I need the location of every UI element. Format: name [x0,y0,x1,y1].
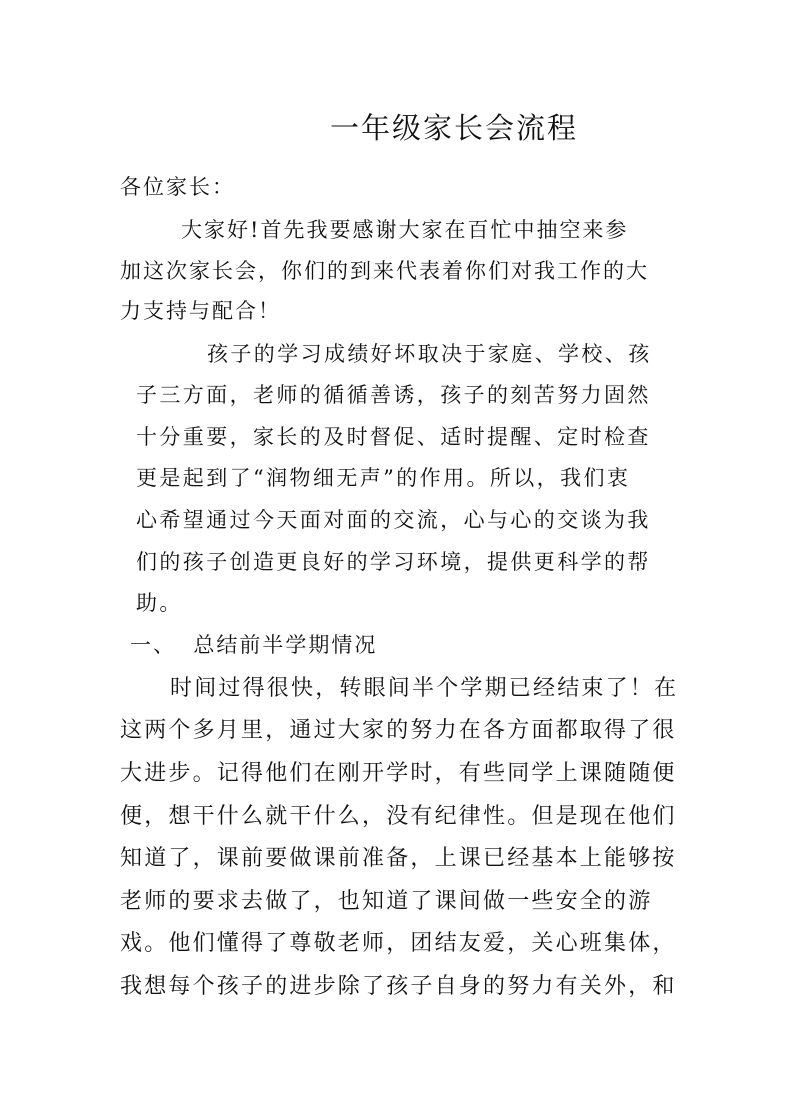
para2-line: 们的孩子创造更良好的学习环境，提供更科学的帮 [136,550,651,574]
intro-line: 力支持与配合！ [120,299,281,323]
para2-line: 孩子的学习成绩好坏取决于家庭、学校、孩 [207,342,652,366]
intro-line: 加这次家长会，你们的到来代表着你们对我工作的大 [120,259,649,283]
para2-line: 心希望通过今天面对面的交流，心与心的交谈为我 [136,508,651,532]
section1-line: 时间过得很快，转眼间半个学期已经结束了！在 [170,676,679,701]
para2-line: 十分重要，家长的及时督促、适时提醒、定时检查 [136,425,651,449]
section1-line: 戏。他们懂得了尊敬老师，团结友爱，关心班集体， [120,931,677,956]
section1-line: 老师的要求去做了，也知道了课间做一些安全的游 [120,889,653,914]
section-heading: 一、 总结前半学期情况 [130,633,378,657]
section1-line: 这两个多月里，通过大家的努力在各方面都取得了很 [120,718,677,743]
para2-line: 助。 [136,591,183,615]
section1-line: 便，想干什么就干什么，没有纪律性。但是现在他们 [120,804,677,829]
para2-line: 子三方面，老师的循循善诱，孩子的刻苦努力固然 [136,383,651,407]
document-title: 一年级家长会流程 [330,111,579,145]
section1-line: 我想每个孩子的进步除了孩子自身的努力有关外，和 [120,974,677,999]
section1-line: 知道了，课前要做课前准备，上课已经基本上能够按 [120,846,677,871]
greeting: 各位家长： [120,175,235,199]
para2-line: 更是起到了“润物细无声”的作用。所以，我们衷 [136,466,631,490]
intro-line: 大家好!首先我要感谢大家在百忙中抽空来参 [181,218,629,242]
section1-line: 大进步。记得他们在刚开学时，有些同学上课随随便 [120,761,677,786]
